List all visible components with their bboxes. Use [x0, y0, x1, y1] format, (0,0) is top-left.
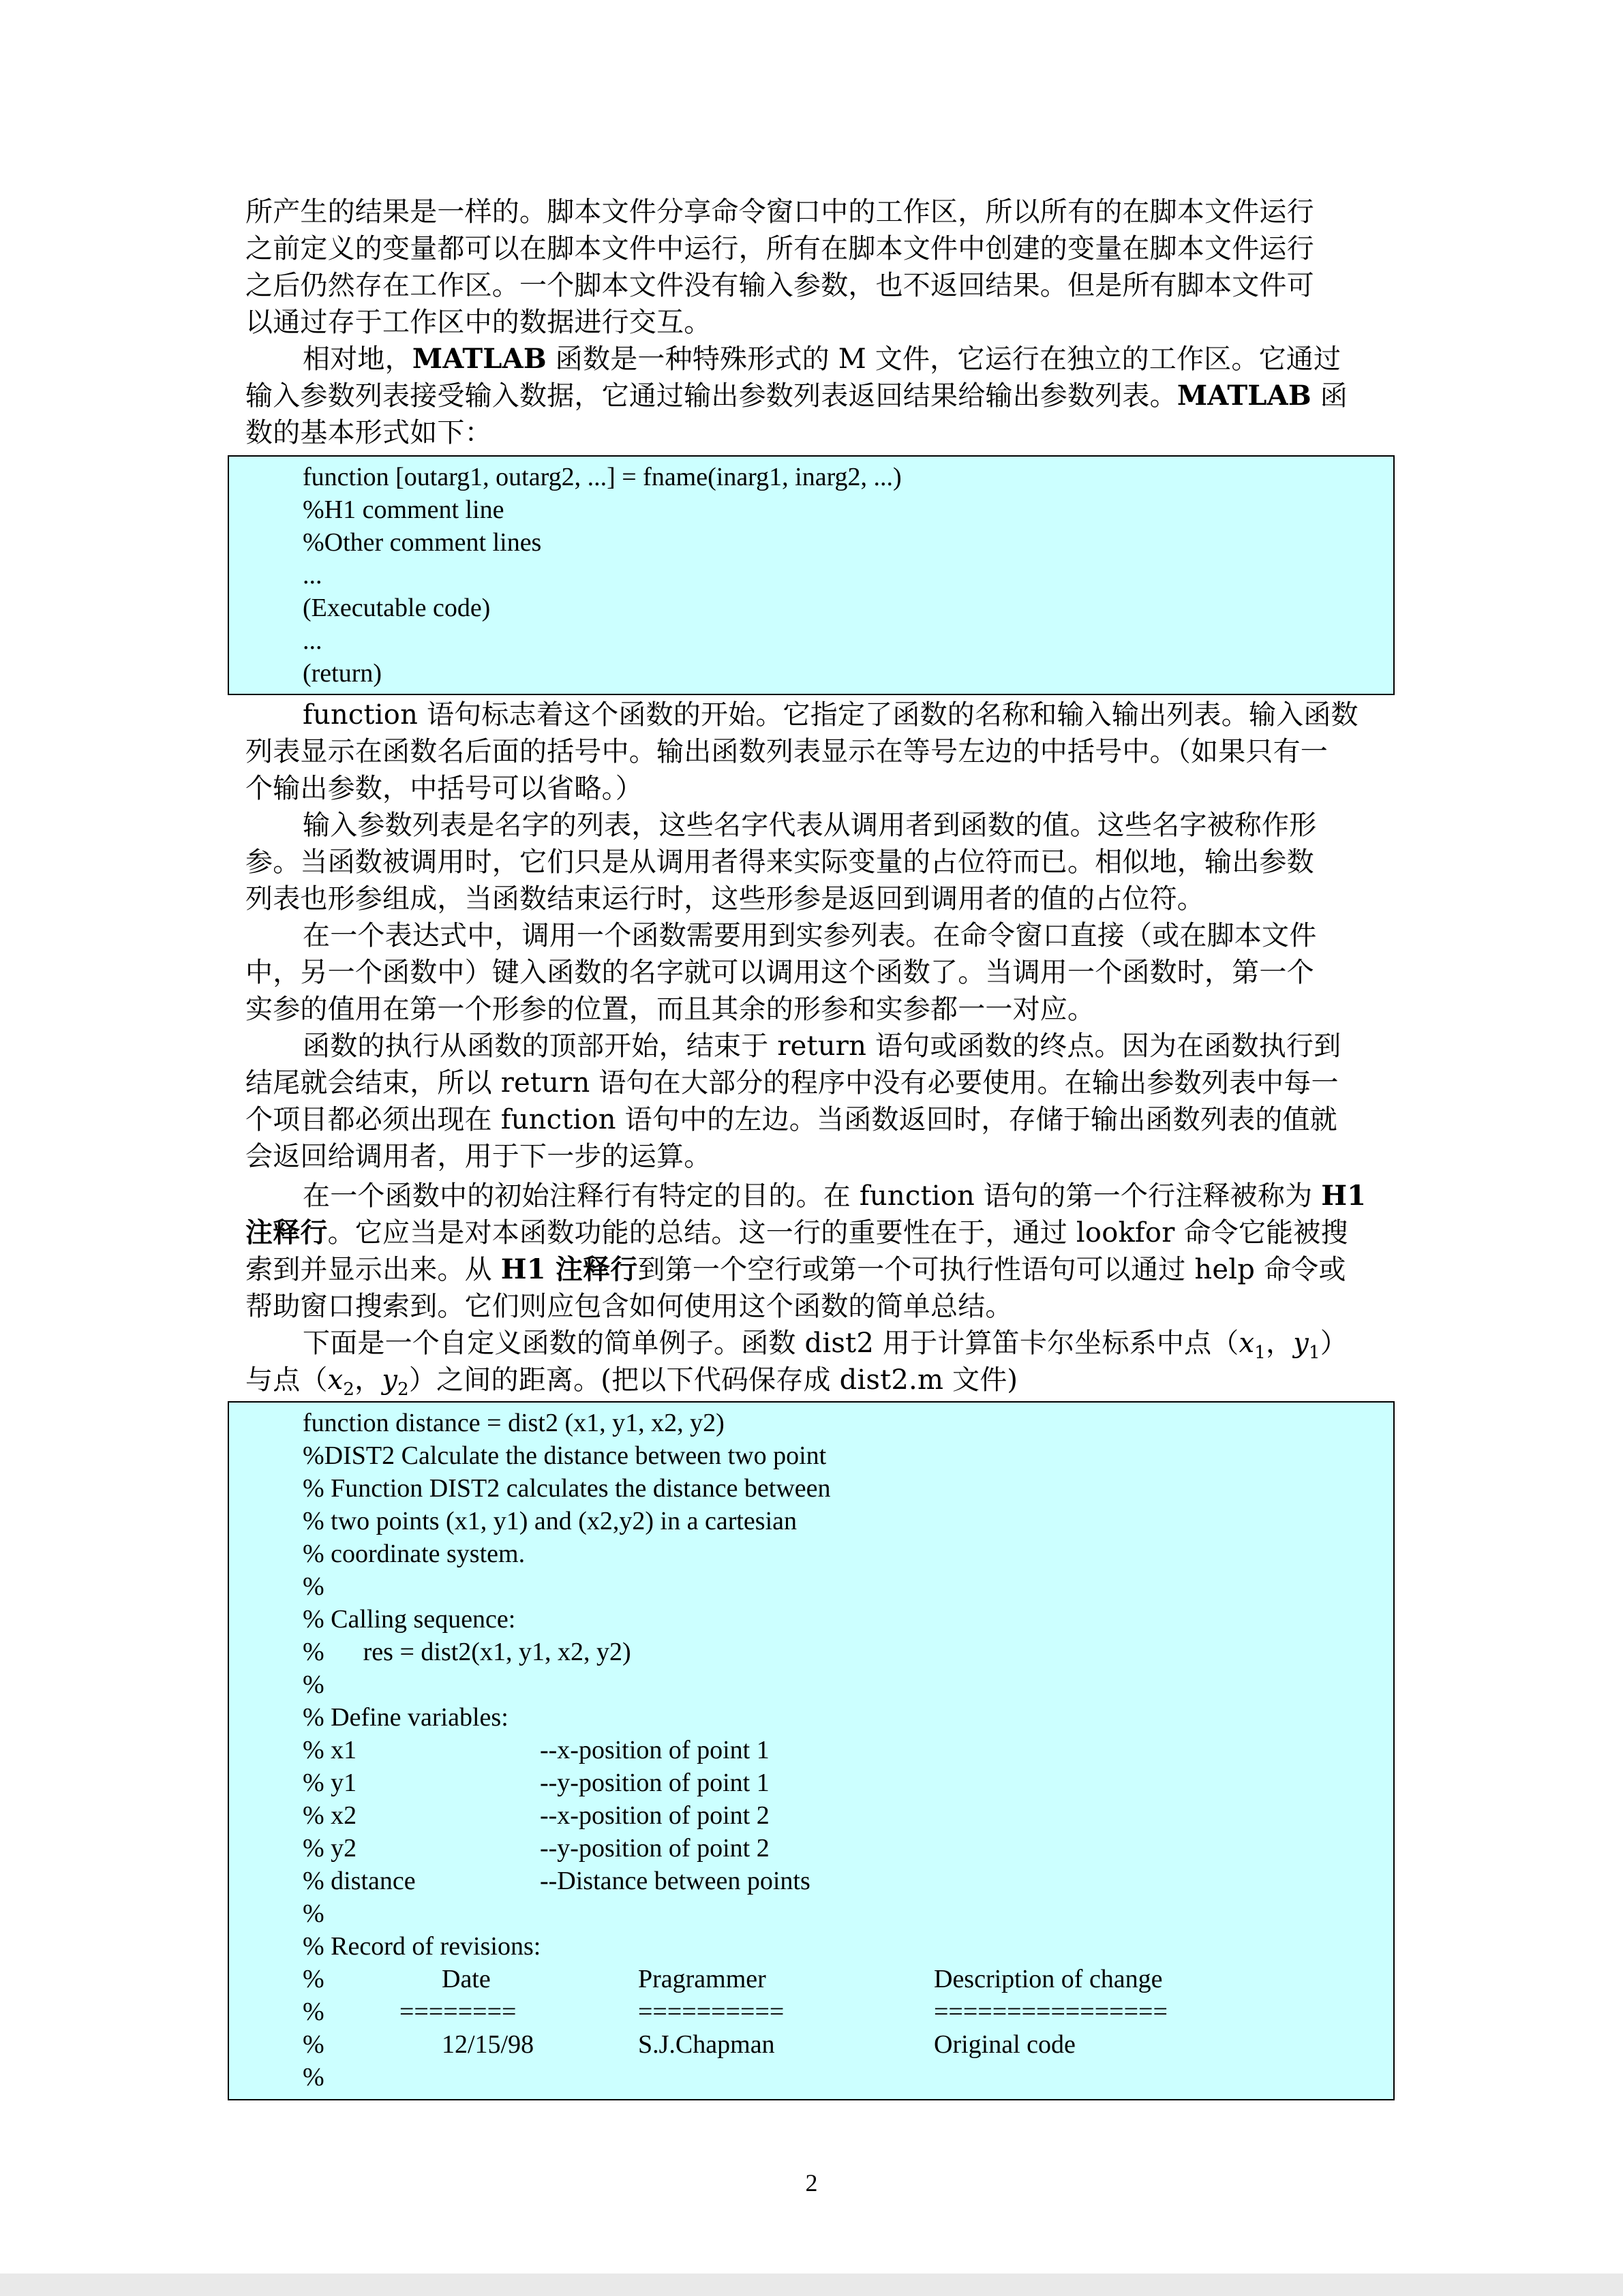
- variable-description: --Distance between points: [540, 1867, 810, 1895]
- text-line: 在一个函数中的初始注释行有特定的目的。在 function 语句的第一个行注释被称为 H1: [303, 1180, 1367, 1212]
- revision-percent: %: [303, 2030, 324, 2059]
- text-line: 以通过存于工作区中的数据进行交互。: [245, 307, 712, 338]
- code-line: % Function DIST2 calculates the distance between: [303, 1474, 831, 1503]
- revision-description: ================: [934, 1997, 1168, 2026]
- text-line: 相对地，MATLAB 函数是一种特殊形式的 M 文件，它运行在独立的工作区。它通过: [303, 343, 1341, 375]
- paragraph-matlab-function: [245, 341, 1377, 451]
- variable-name: % distance: [303, 1867, 416, 1895]
- code-line: % two points (x1, y1) and (x2,y2) in a cartesian: [303, 1507, 797, 1535]
- code-box-dist2: [228, 1401, 1395, 2100]
- page-bottom-band: [0, 2274, 1623, 2296]
- variable-name: % x2: [303, 1801, 357, 1830]
- code-line: % Record of revisions:: [303, 1932, 541, 1961]
- paragraph-h1-comment: [245, 1178, 1377, 1325]
- revision-percent: %: [303, 1997, 324, 2026]
- text-line: 与点（$x_2$，$y_2$）之间的距离。(把以下代码保存成 dist2.m 文件): [245, 1364, 1018, 1398]
- revision-date: Date: [442, 1965, 491, 1993]
- code-line: ...: [303, 561, 322, 590]
- code-box-function-template: [228, 455, 1395, 695]
- revision-percent: %: [303, 1965, 324, 1993]
- code-line: % coordinate system.: [303, 1540, 526, 1568]
- code-line: %: [303, 2063, 324, 2092]
- variable-name: % y1: [303, 1769, 357, 1797]
- paragraph-script-files: [245, 194, 1377, 341]
- code-line: %DIST2 Calculate the distance between two point: [303, 1441, 827, 1470]
- text-line: 帮助窗口搜索到。它们则应包含如何使用这个函数的简单总结。: [245, 1291, 1013, 1322]
- variable-name: % y2: [303, 1834, 357, 1863]
- variable-description: --y-position of point 1: [540, 1769, 770, 1797]
- revision-description: Description of change: [934, 1965, 1163, 1993]
- text-line: function 语句标志着这个函数的开始。它指定了函数的名称和输入输出列表。输入函数: [303, 699, 1359, 731]
- text-line: 之前定义的变量都可以在脚本文件中运行，所有在脚本文件中创建的变量在脚本文件运行: [245, 233, 1314, 264]
- code-line: %H1 comment line: [303, 495, 504, 524]
- text-line: 函数的执行从函数的顶部开始，结束于 return 语句或函数的终点。因为在函数执行到: [303, 1030, 1341, 1062]
- revision-date: 12/15/98: [442, 2030, 534, 2059]
- text-line: 参。当函数被调用时，它们只是从调用者得来实际变量的占位符而已。相似地，输出参数: [245, 846, 1314, 878]
- text-line: 数的基本形式如下：: [245, 417, 492, 448]
- text-line: 列表也形参组成，当函数结束运行时，这些形参是返回到调用者的值的占位符。: [245, 883, 1204, 915]
- text-line: 个输出参数，中括号可以省略。）: [245, 773, 643, 804]
- text-line: 输入参数列表接受输入数据，它通过输出参数列表返回结果给输出参数列表。MATLAB 函: [245, 380, 1348, 412]
- variable-name: % x1: [303, 1736, 357, 1764]
- revision-programmer: Pragrammer: [638, 1965, 766, 1993]
- text-line: 中，另一个函数中）键入函数的名字就可以调用这个函数了。当调用一个函数时，第一个: [245, 957, 1314, 988]
- paragraph-dist2-example: [245, 1325, 1377, 1398]
- page-number: 2: [805, 2169, 818, 2196]
- text-line: 个项目都必须出现在 function 语句中的左边。当函数返回时，存储于输出函数列表的值就: [245, 1104, 1337, 1135]
- code-line: %: [303, 1899, 324, 1928]
- variable-description: --x-position of point 2: [540, 1801, 770, 1830]
- code-line: function distance = dist2 (x1, y1, x2, y2): [303, 1409, 725, 1437]
- revision-programmer: ==========: [638, 1997, 785, 2026]
- code-line: %: [303, 1572, 324, 1601]
- code-line: (Executable code): [303, 594, 491, 622]
- text-line: 会返回给调用者，用于下一步的运算。: [245, 1141, 712, 1172]
- text-line: 输入参数列表是名字的列表，这些名字代表从调用者到函数的值。这些名字被称作形: [303, 810, 1317, 841]
- code-line: function [outarg1, outarg2, ...] = fname(inarg1, inarg2, ...): [303, 463, 902, 491]
- code-line: % Define variables:: [303, 1703, 509, 1732]
- variable-description: --y-position of point 2: [540, 1834, 770, 1863]
- code-line: % Calling sequence:: [303, 1605, 516, 1634]
- text-line: 列表显示在函数名后面的括号中。输出函数列表显示在等号左边的中括号中。（如果只有一: [245, 736, 1328, 767]
- text-line: 结尾就会结束，所以 return 语句在大部分的程序中没有必要使用。在输出参数列表中每一: [245, 1067, 1339, 1099]
- text-line: 索到并显示出来。从 H1 注释行到第一个空行或第一个可执行性语句可以通过 help 命令或: [245, 1253, 1346, 1285]
- text-line: 之后仍然存在工作区。一个脚本文件没有输入参数，也不返回结果。但是所有脚本文件可: [245, 270, 1314, 301]
- code-line: %: [303, 1670, 324, 1699]
- code-line: (return): [303, 659, 382, 688]
- revision-description: Original code: [934, 2030, 1076, 2059]
- revision-date: ========: [399, 1997, 517, 2026]
- text-line: 所产生的结果是一样的。脚本文件分享命令窗口中的工作区，所以所有的在脚本文件运行: [245, 196, 1314, 228]
- code-line: ...: [303, 626, 322, 655]
- code-line: %Other comment lines: [303, 528, 542, 557]
- revision-programmer: S.J.Chapman: [638, 2030, 775, 2059]
- text-line: 下面是一个自定义函数的简单例子。函数 dist2 用于计算笛卡尔坐标系中点（$x_1$，$y_1$）: [303, 1328, 1348, 1362]
- variable-description: --x-position of point 1: [540, 1736, 770, 1764]
- text-line: 在一个表达式中，调用一个函数需要用到实参列表。在命令窗口直接（或在脚本文件: [303, 920, 1317, 951]
- code-line: % res = dist2(x1, y1, x2, y2): [303, 1638, 631, 1666]
- text-line: 注释行。它应当是对本函数功能的总结。这一行的重要性在于，通过 lookfor 命令它能被搜: [245, 1216, 1348, 1249]
- paragraphs-function-description: [245, 697, 1377, 1175]
- text-line: 实参的值用在第一个形参的位置，而且其余的形参和实参都一一对应。: [245, 994, 1095, 1025]
